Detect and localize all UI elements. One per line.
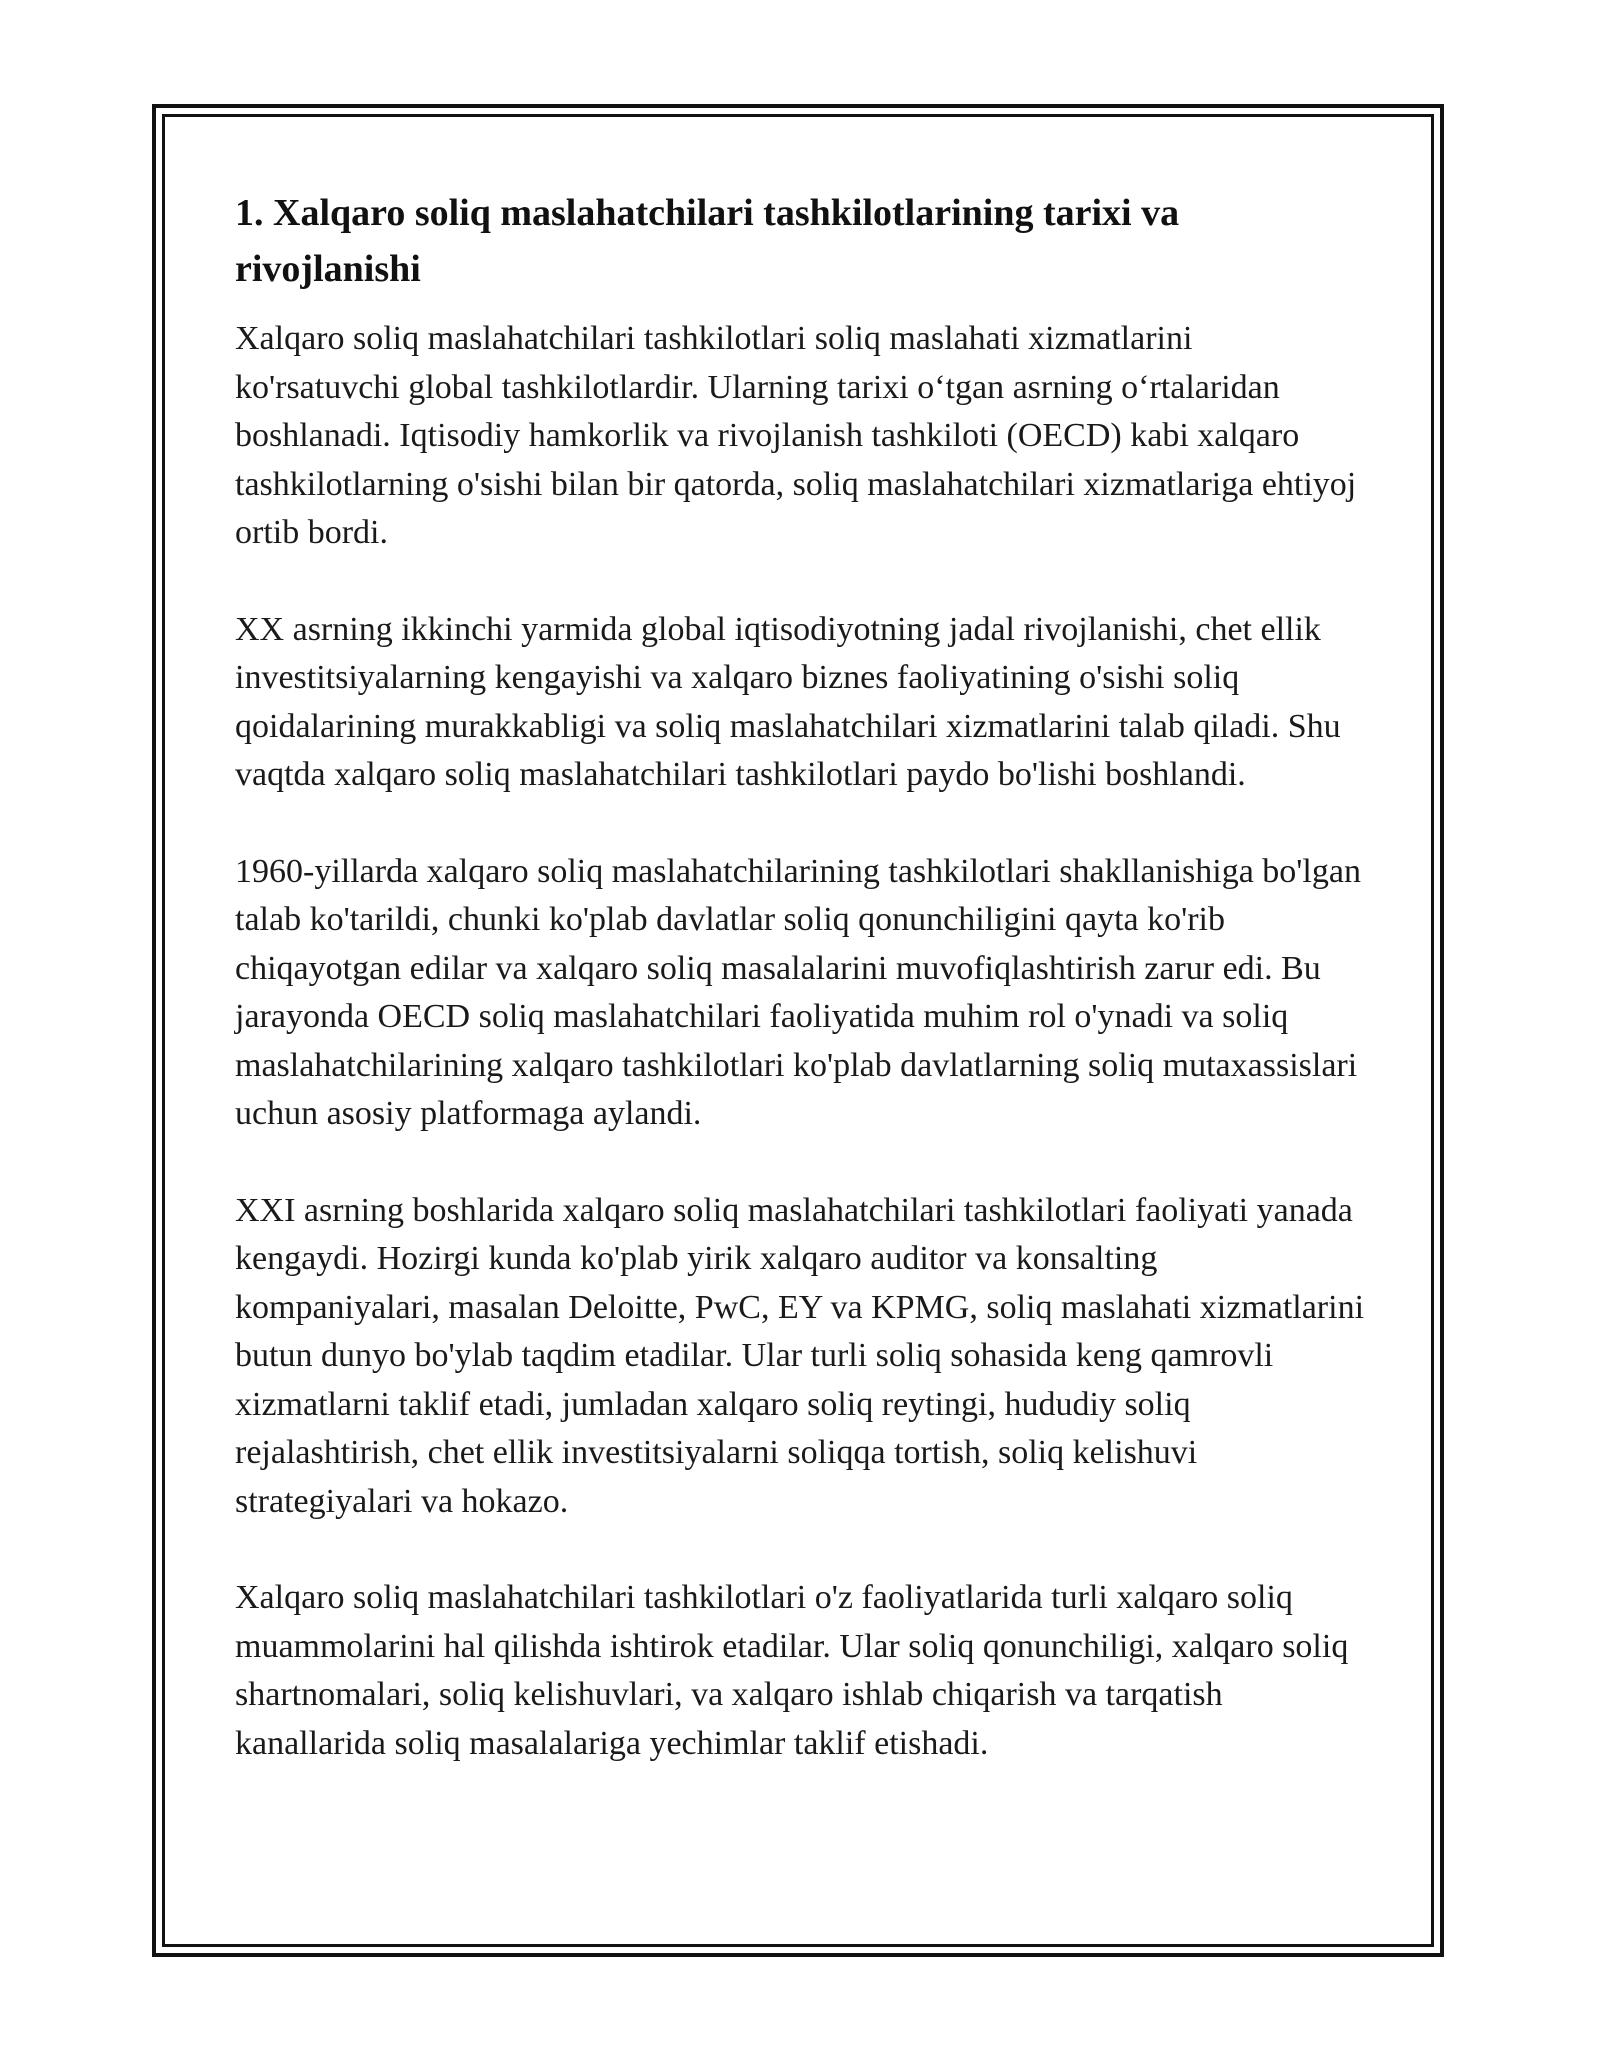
paragraph-2: XX asrning ikkinchi yarmida global iqtisodiyotning jadal rivojlanishi, chet ellik investitsiyalarning kengayishi va xalqaro biznes faoliyatining o'sishi soliq qoidalarining murakkabligi va soliq maslahatchilari xizmatlarini talab qiladi. Shu vaqtda xalqaro soliq maslahatchilari tashkilotlari paydo bo'lishi boshlandi.	[235, 610, 1341, 793]
paragraph-4: XXI asrning boshlarida xalqaro soliq maslahatchilari tashkilotlari faoliyati yanada kengaydi. Hozirgi kunda ko'plab yirik xalqaro auditor va konsalting kompaniyalari, masalan Deloitte, PwC, EY va KPMG, soliq maslahati xizmatlarini butun dunyo bo'ylab taqdim etadilar. Ular turli soliq sohasida keng qamrovli xizmatlarni taklif etadi, jumladan xalqaro soliq reytingi, hududiy soliq rejalashtirish, chet ellik investitsiyalarni soliqqa tortish, soliq kelishuvi strategiyalari va hokazo.	[235, 1191, 1365, 1520]
paragraph-1: Xalqaro soliq maslahatchilari tashkilotlari soliq maslahati xizmatlarini ko'rsatuvchi global tashkilotlardir. Ularning tarixi o‘tgan asrning o‘rtalaridan boshlanadi. Iqtisodiy hamkorlik va rivojlanish tashkiloti (OECD) kabi xalqaro tashkilotlarning o'sishi bilan bir qatorda, soliq maslahatchilari xizmatlariga ehtiyoj ortib bordi.	[235, 320, 1357, 551]
paragraph-5: Xalqaro soliq maslahatchilari tashkilotlari o'z faoliyatlarida turli xalqaro soliq muammolarini hal qilishda ishtirok etadilar. Ular soliq qonunchiligi, xalqaro soliq shartnomalari, soliq kelishuvlari, va xalqaro ishlab chiqarish va tarqatish kanallarida soliq masalalariga yechimlar taklif etishadi.	[235, 1579, 1349, 1762]
paragraph-3: 1960-yillarda xalqaro soliq maslahatchilarining tashkilotlari shakllanishiga bo'lgan talab ko'tarildi, chunki ko'plab davlatlar soliq qonunchiligini qayta ko'rib chiqayotgan edilar va xalqaro soliq masalalarini muvofiqlashtirish zarur edi. Bu jarayonda OECD soliq maslahatchilari faoliyatida muhim rol o'ynadi va soliq maslahatchilarining xalqaro tashkilotlari ko'plab davlatlarning soliq mutaxassislari uchun asosiy platformaga aylandi.	[235, 852, 1361, 1132]
document-body	[235, 185, 1365, 1816]
section-heading: 1. Xalqaro soliq maslahatchilari tashkilotlarining tarixi va rivojlanishi	[235, 192, 1180, 290]
